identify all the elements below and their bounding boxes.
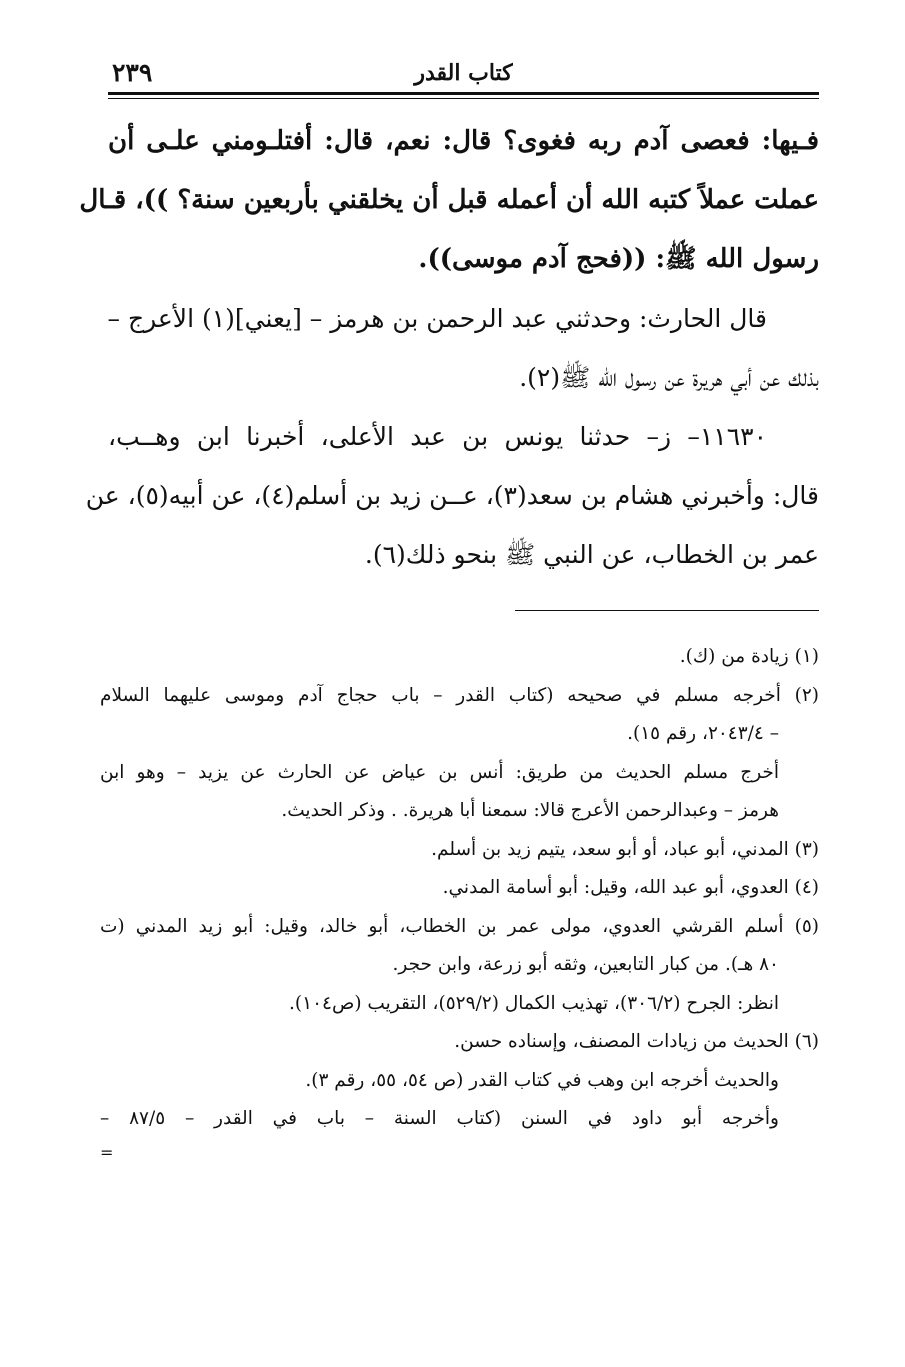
page-number: ٢٣٩ xyxy=(112,58,153,87)
footnote-line: وأخرجه أبو داود في السنن (كتاب السنة – باب في القدر – ٨٧/٥ – xyxy=(100,1108,779,1129)
footnote-separator xyxy=(515,610,819,611)
body-line: فـيها: فعصى آدم ربه فغوى؟ قال: نعم، قال: أفتلـومني علـى أن xyxy=(108,126,819,156)
body-line: رسول الله ﷺ: ((فحج آدم موسى)). xyxy=(418,244,819,274)
footnote-line: هرمز – وعبدالرحمن الأعرج قالا: سمعنا أبا هريرة. . وذكر الحديث. xyxy=(281,800,779,821)
body-line: عملت عملاً كتبه الله أن أعمله قبل أن يخلقني بأربعين سنة؟ ))، قـال xyxy=(79,185,819,215)
continuation-mark: = xyxy=(100,1142,114,1162)
footnote-line: والحديث أخرجه ابن وهب في كتاب القدر (ص ٥٤، ٥٥، رقم ٣). xyxy=(305,1069,779,1091)
hadith-number-line: ١١٦٣٠– ز– حدثنا يونس بن عبد الأعلى، أخبرنا ابن وهــب، xyxy=(108,422,767,451)
footnotes xyxy=(100,638,819,1167)
body-line: عمر بن الخطاب، عن النبي ﷺ بنحو ذلك(٦). xyxy=(364,540,819,569)
footnote-line: (٤) العدوي، أبو عبد الله، وقيل: أبو أسامة المدني. xyxy=(442,877,819,898)
footnote-line: (٦) الحديث من زيادات المصنف، وإسناده حسن. xyxy=(454,1031,819,1052)
footnote-line: أخرج مسلم الحديث من طريق: أنس بن عياض عن الحارث عن يزيد – وهو ابن xyxy=(100,761,779,783)
footnote-line: (٢) أخرجه مسلم في صحيحه (كتاب القدر – باب حجاج آدم وموسى عليهما السلام xyxy=(100,684,819,706)
footnote-line: (٥) أسلم القرشي العدوي، مولى عمر بن الخطاب، أبو خالد، وقيل: أبو زيد المدني (ت xyxy=(100,915,819,937)
body-line: بذلك عن أبي هريرة عن رسول الله ﷺ(٢). xyxy=(519,363,819,392)
running-title: كتاب القدر xyxy=(414,60,513,86)
footnote-line: (٣) المدني، أبو عباد، أو أبو سعد، يتيم زيد بن أسلم. xyxy=(431,838,819,860)
body-line: قال الحارث: وحدثني عبد الرحمن بن هرمز – [يعني](١) الأعرج – xyxy=(107,304,767,333)
footnote-line: – ٢٠٤٣/٤، رقم ١٥). xyxy=(627,723,779,744)
running-header xyxy=(108,56,819,90)
header-rule-thick xyxy=(108,92,819,95)
footnote-line: ٨٠ هـ). من كبار التابعين، وثقه أبو زرعة، وابن حجر. xyxy=(392,954,779,975)
header-rule-thin xyxy=(108,98,819,99)
body-line: قال: وأخبرني هشام بن سعد(٣)، عــن زيد بن أسلم(٤)، عن أبيه(٥)، عن xyxy=(85,481,819,510)
main-text xyxy=(79,112,819,584)
footnote-line: انظر: الجرح (٣٠٦/٢)، تهذيب الكمال (٥٢٩/٢)، التقريب (ص١٠٤). xyxy=(289,992,779,1014)
footnote-line: (١) زيادة من (ك). xyxy=(679,646,819,667)
